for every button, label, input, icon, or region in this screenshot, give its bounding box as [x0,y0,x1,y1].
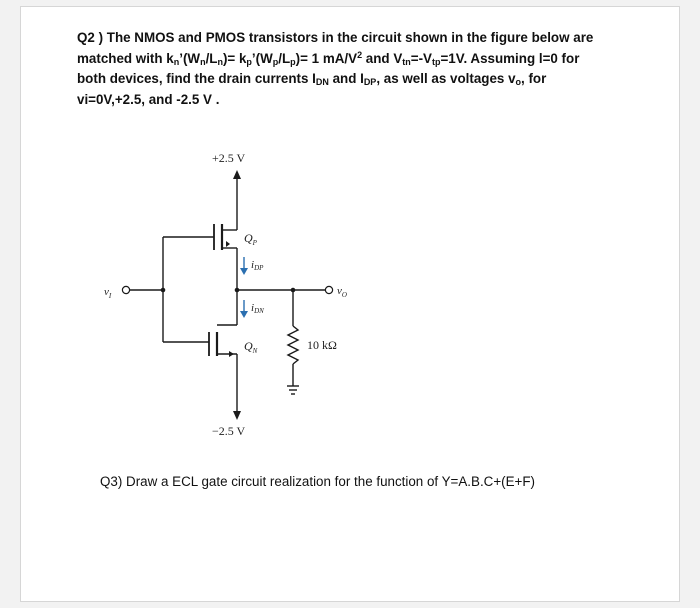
vdd-arrow-icon [233,170,241,179]
vss-arrow-icon [233,411,241,420]
input-label: $v_I$ [104,286,112,300]
drain-junction-dot [235,288,240,293]
question-3-text: Q3) Draw a ECL gate circuit realization for the function of Y=A.B.C+(E+F) [100,474,536,489]
output-junction-dot [291,288,296,293]
idn-arrow-icon [240,311,248,318]
input-terminal-icon [122,286,129,293]
vss-label: −2.5 V [212,424,246,438]
output-label: $v_O$ [337,285,347,299]
question-2-text: Q2 ) The NMOS and PMOS transistors in the circuit shown in the figure below are matched with $k_n’(W_n/L_n)=$ $k_p’(W_p/L_p)= 1$ $mA/V^2$ and $V_{tn}=-V_{tp}=1V$. Assuming l=0 for both devices, find the drain currents $I_{DN}$ and $I_{DP}$, as well as voltages $v_o$, for vi=0V,+2.5, and -2.5 V . [77,30,594,107]
idp-arrow-icon [240,268,248,275]
output-terminal-icon [325,286,332,293]
resistor-label: 10 kΩ [307,338,337,352]
qp-label: $Q_P$ [244,231,257,247]
idp-label: iDP [251,259,264,272]
qp-source-arrow-icon [226,241,230,247]
resistor-10k [288,326,298,364]
idn-label: iDN [251,302,264,315]
qn-source-arrow-icon [229,351,234,357]
vdd-label: +2.5 V [212,151,246,165]
qn-label: $Q_N$ [244,339,258,355]
input-junction-dot [161,288,166,293]
